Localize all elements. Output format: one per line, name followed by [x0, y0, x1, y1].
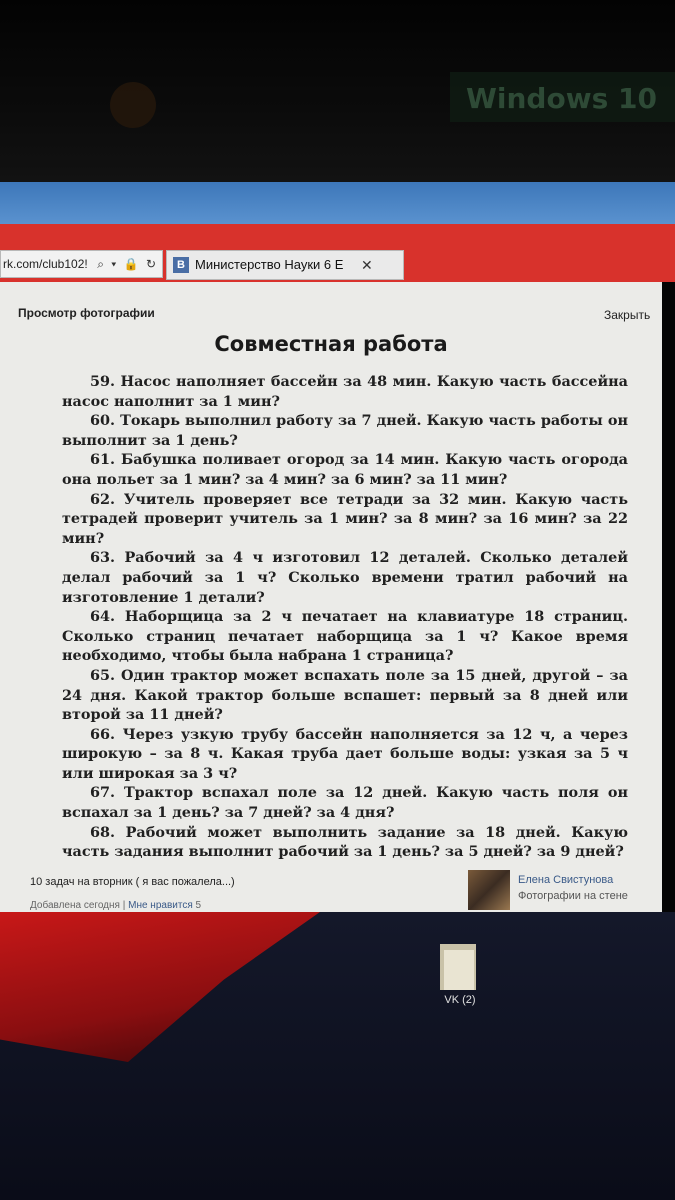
photo-viewer — [0, 282, 662, 912]
author-album-link[interactable]: Фотографии на стене — [518, 890, 628, 902]
address-text: rk.com/club102! — [3, 257, 88, 271]
problem-item: 67. Трактор вспахал поле за 12 дней. Какую часть поля он вспахал за 1 день? за 7 дней? за 4 дня? — [62, 784, 628, 822]
address-bar[interactable] — [0, 250, 163, 278]
avatar[interactable] — [468, 870, 510, 910]
problem-item: 62. Учитель проверяет все тетради за 32 мин. Какую часть тетрадей проверит учитель за 1 мин? за 8 мин? за 16 мин? за 22 мин? — [62, 490, 628, 547]
like-button[interactable]: Мне нравится — [128, 900, 193, 911]
problem-item: 63. Рабочий за 4 ч изготовил 12 деталей. Сколько деталей делал рабочий за 1 ч? Сколько времени тратил рабочий на изготовление 1 детали? — [62, 549, 628, 606]
added-date: Добавлена сегодня — [30, 900, 120, 911]
windows-watermark-text: Windows 10 — [466, 82, 657, 115]
like-count: 5 — [195, 900, 202, 911]
folder-front — [444, 950, 474, 990]
problem-item: 64. Наборщица за 2 ч печатает на клавиатуре 18 страниц. Сколько страниц печатает наборщица за 1 ч? Какое время необходимо, чтобы была набрана 1 страница? — [62, 608, 628, 665]
folder-label[interactable]: VK (2) — [444, 994, 476, 1006]
photo-title: Совместная работа — [214, 332, 448, 356]
photo-caption: 10 задач на вторник ( я вас пожалела...) — [30, 876, 235, 888]
background-figure — [110, 82, 156, 128]
added-info: Добавлена сегодня | Мне нравится 5 — [30, 900, 202, 911]
tab-title: Министерство Науки 6 Е — [195, 257, 344, 272]
problem-item: 60. Токарь выполнил работу за 7 дней. Какую часть работы он выполнит за 1 день? — [62, 412, 628, 449]
problem-item: 59. Насос наполняет бассейн за 48 мин. Какую часть бассейна насос наполнит за 1 мин? — [62, 373, 628, 410]
browser-tab[interactable] — [166, 250, 404, 280]
viewer-label: Просмотр фотографии — [18, 306, 155, 320]
problem-item: 66. Через узкую трубу бассейн наполняется за 12 ч, а через широкую – за 8 ч. Какая труба дает больше воды: узкая за 5 ч или широкая за 3 ч? — [62, 725, 628, 782]
problem-item: 65. Один трактор может вспахать поле за 15 дней, другой – за 24 дня. Какой трактор больше вспашет: первый за 8 дней или второй за 11 дней? — [62, 666, 628, 724]
tab-close-icon[interactable]: ✕ — [361, 257, 373, 273]
problem-item: 68. Рабочий может выполнить задание за 18 дней. Какую часть задания выполнит рабочий за 1 день? за 5 дней? за 9 дней? — [62, 823, 628, 861]
address-icons[interactable]: ⌕ ▾ 🔒 ↻ — [97, 257, 158, 271]
close-button[interactable]: Закрыть — [604, 308, 651, 322]
problem-list — [62, 372, 628, 862]
vk-favicon-icon: B — [173, 257, 189, 273]
author-link[interactable]: Елена Свистунова — [518, 874, 614, 886]
window-title-strip — [0, 182, 675, 224]
folder-icon[interactable] — [440, 944, 476, 990]
problem-item: 61. Бабушка поливает огород за 14 мин. Какую часть огорода она польет за 1 мин? за 4 мин? за 6 мин? за 11 мин? — [62, 451, 628, 488]
